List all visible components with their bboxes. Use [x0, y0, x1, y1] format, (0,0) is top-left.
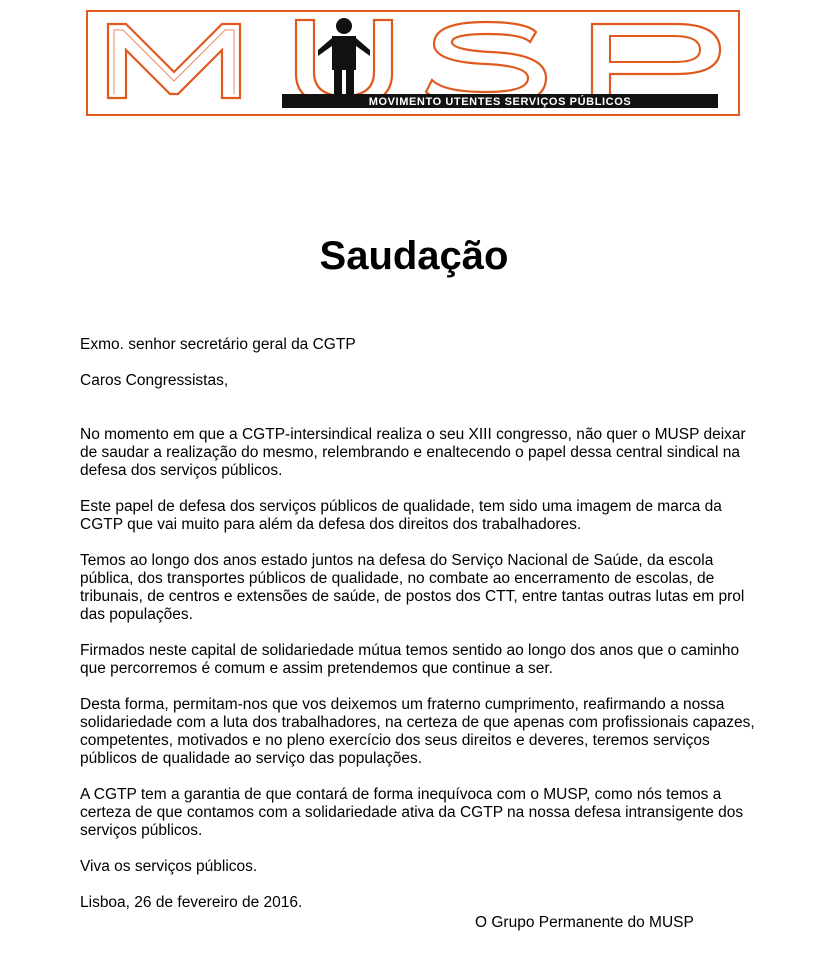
paragraph: Desta forma, permitam-nos que vos deixemos um fraterno cumprimento, reafirmando a nossa solidariedade com a luta dos trabalhadores, na certeza de que apenas com profissionais capazes, competentes, motivados e no pleno exercício dos seus direitos e deveres, teremos serviços públicos de qualidade ao serviço das populações.	[80, 696, 755, 767]
greeting: Caros Congressistas,	[80, 372, 229, 389]
signature: O Grupo Permanente do MUSP	[475, 914, 694, 931]
letter-body	[80, 336, 770, 912]
page-title: Saudação	[319, 234, 509, 278]
closing-line: Viva os serviços públicos.	[80, 858, 258, 875]
paragraph: A CGTP tem a garantia de que contará de forma inequívoca com o MUSP, como nós temos a certeza de que contamos com a solidariedade ativa da CGTP na nossa defesa intransigente dos serviços públicos.	[80, 786, 744, 839]
salutation: Exmo. senhor secretário geral da CGTP	[80, 336, 356, 353]
musp-logo	[86, 10, 740, 116]
paragraph: Este papel de defesa dos serviços públicos de qualidade, tem sido uma imagem de marca da CGTP que vai muito para além da defesa dos direitos dos trabalhadores.	[80, 498, 722, 533]
paragraph: No momento em que a CGTP-intersindical realiza o seu XIII congresso, não quer o MUSP deixar de saudar a realização do mesmo, relembrando e enaltecendo o papel dessa central sindical na defesa dos serviços públicos.	[80, 426, 746, 479]
place-date: Lisboa, 26 de fevereiro de 2016.	[80, 894, 303, 911]
paragraph: Temos ao longo dos anos estado juntos na defesa do Serviço Nacional de Saúde, da escola pública, dos transportes públicos de qualidade, no combate ao encerramento de escolas, de tribunais, de centros e extensões de saúde, de postos dos CTT, entre tantas outras lutas em prol das populações.	[80, 552, 745, 623]
logo-tagline: MOVIMENTO UTENTES SERVIÇOS PÚBLICOS	[368, 96, 632, 108]
paragraph: Firmados neste capital de solidariedade mútua temos sentido ao longo dos anos que o caminho que percorremos é comum e assim pretendemos que continue a ser.	[80, 642, 740, 677]
